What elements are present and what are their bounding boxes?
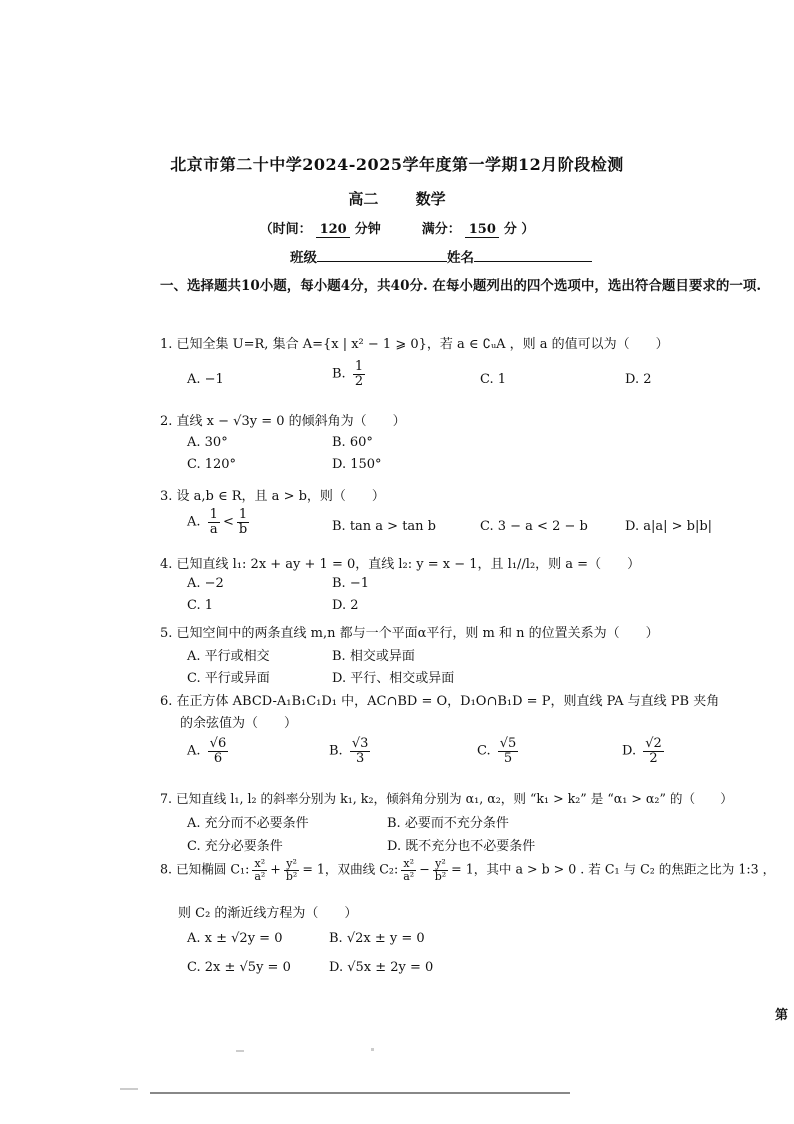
question-6-stem-cont: 的余弦值为（ ） <box>180 716 298 731</box>
q3-a-n1: 1 <box>209 507 218 522</box>
q6-a-num: √6 <box>209 736 227 751</box>
q8-stem-a: 8. 已知椭圆 C₁: <box>160 861 250 877</box>
q6-d-frac <box>643 737 664 765</box>
question-4-stem: 4. 已知直线 l₁: 2x + ay + 1 = 0，直线 l₂: y = x − 1，且 l₁//l₂，则 a =（ ） <box>160 557 641 572</box>
q3-a-label: A. <box>187 514 201 530</box>
q6-option-b <box>329 737 373 765</box>
class-label: 班级 <box>290 250 317 266</box>
exam-subtitle <box>0 188 794 209</box>
q1-option-b-label: B. <box>332 366 346 382</box>
q5-option-d: D. 平行、相交或异面 <box>332 671 455 686</box>
q8-option-b: B. √2x ± y = 0 <box>329 931 425 946</box>
q7-option-b: B. 必要而不充分条件 <box>387 816 509 831</box>
q6-b-num: √3 <box>351 736 369 751</box>
question-8-stem <box>160 858 775 882</box>
q8-option-d: D. √5x ± 2y = 0 <box>329 960 434 975</box>
q1-b-den: 2 <box>354 373 364 389</box>
q3-option-b: B. tan a > tan b <box>332 519 437 534</box>
q3-a-frac2 <box>237 508 249 536</box>
q6-d-num: √2 <box>645 736 662 751</box>
q6-c-label: C. <box>477 743 491 759</box>
q3-option-c: C. 3 − a < 2 − b <box>480 519 588 534</box>
question-1-stem: 1. 已知全集 U=R, 集合 A={x | x² − 1 ⩾ 0}，若 a ∈ ∁ᵤA ，则 a 的值可以为（ ） <box>160 337 669 352</box>
question-5-stem: 5. 已知空间中的两条直线 m,n 都与一个平面α平行，则 m 和 n 的位置关系为（ ） <box>160 626 659 641</box>
q8-e1-tail: = 1，双曲线 C₂: <box>302 861 399 877</box>
time-unit: 分钟 <box>354 222 381 237</box>
q6-b-label: B. <box>329 743 343 759</box>
q1-option-b <box>332 360 368 388</box>
q6-b-frac <box>350 737 371 765</box>
class-blank[interactable] <box>317 248 447 262</box>
scan-speck <box>120 1088 138 1090</box>
q6-a-den: 6 <box>213 750 223 766</box>
exam-title: 北京市第二十中学2024-2025学年度第一学期12月阶段检测 <box>170 155 624 174</box>
q8-e1-n1: x² <box>252 858 267 871</box>
q1-option-a: A. −1 <box>187 372 224 387</box>
section-instruction: 一、选择题共10小题，每小题4分，共40分. 在每小题列出的四个选项中，选出符合题目要求的一项. <box>160 278 762 294</box>
score-unit: 分 ） <box>503 222 535 237</box>
q8-e2-d1: a² <box>403 869 415 883</box>
question-6-stem: 6. 在正方体 ABCD-A₁B₁C₁D₁ 中，AC∩BD = O，D₁O∩B₁D = P，则直线 PA 与直线 PB 夹角 <box>160 694 720 709</box>
q6-c-num: √5 <box>499 736 517 751</box>
q8-e2-frac1 <box>401 858 416 882</box>
subject-label: 数学 <box>415 190 446 208</box>
q3-option-d: D. a|a| > b|b| <box>625 519 713 534</box>
q6-option-a <box>187 737 231 765</box>
q7-option-a: A. 充分而不必要条件 <box>187 816 309 831</box>
q3-a-n2: 1 <box>237 508 249 523</box>
q6-d-den: 2 <box>649 750 658 766</box>
q8-e1-frac2 <box>284 858 299 882</box>
time-value: 120 <box>316 222 350 238</box>
q8-e1-d1: a² <box>254 869 266 883</box>
q8-e2-n1: x² <box>401 858 416 871</box>
question-3-stem: 3. 设 a,b ∈ R，且 a > b，则（ ） <box>160 489 385 504</box>
q8-e2-frac2 <box>433 858 448 882</box>
q8-option-c: C. 2x ± √5y = 0 <box>187 960 291 975</box>
q6-c-den: 5 <box>503 750 513 766</box>
page-number-mark: 第 <box>774 1008 788 1023</box>
score-label: 满分： <box>421 222 461 237</box>
q4-option-b: B. −1 <box>332 576 369 591</box>
q8-e2-n2: y² <box>433 858 448 871</box>
question-2-stem: 2. 直线 x − √3y = 0 的倾斜角为（ ） <box>160 414 406 429</box>
scan-edge-line <box>150 1092 570 1094</box>
q8-e1-n2: y² <box>284 858 299 871</box>
name-label: 姓名 <box>447 250 474 266</box>
scan-speck <box>236 1050 244 1052</box>
q3-a-d2: b <box>238 521 248 537</box>
q1-option-d: D. 2 <box>625 372 652 387</box>
q4-option-a: A. −2 <box>187 576 224 591</box>
q4-option-c: C. 1 <box>187 598 214 613</box>
q7-option-d: D. 既不充分也不必要条件 <box>387 839 536 854</box>
q4-option-d: D. 2 <box>332 598 359 613</box>
q8-e1-frac1 <box>252 858 267 882</box>
exam-meta <box>0 218 794 238</box>
q2-option-b: B. 60° <box>332 435 373 450</box>
q8-e1-d2: b² <box>285 869 298 883</box>
q3-option-a <box>187 508 252 536</box>
q3-a-d1: a <box>209 521 218 537</box>
question-8-stem-cont: 则 C₂ 的渐近线方程为（ ） <box>178 906 358 921</box>
q8-option-a: A. x ± √2y = 0 <box>187 931 283 946</box>
name-blank[interactable] <box>474 248 592 262</box>
scan-speck <box>371 1048 374 1051</box>
q1-option-b-fraction <box>353 360 365 388</box>
q2-option-d: D. 150° <box>332 457 382 472</box>
q8-e2-d2: b² <box>434 869 447 883</box>
q8-e2-tail: = 1，其中 a > b > 0 . 若 C₁ 与 C₂ 的焦距之比为 1:3 ， <box>451 861 776 877</box>
score-value: 150 <box>465 222 499 238</box>
q2-option-a: A. 30° <box>187 435 228 450</box>
q3-a-lt: < <box>222 514 234 530</box>
q3-a-frac1 <box>208 508 220 536</box>
q5-option-c: C. 平行或异面 <box>187 671 270 686</box>
q5-option-b: B. 相交或异面 <box>332 649 415 664</box>
q6-a-label: A. <box>187 743 201 759</box>
q6-d-label: D. <box>622 743 637 759</box>
q6-a-frac <box>208 737 229 765</box>
q1-b-num: 1 <box>354 359 364 374</box>
q8-e2-minus: − <box>419 861 430 877</box>
question-7-stem: 7. 已知直线 l₁, l₂ 的斜率分别为 k₁, k₂，倾斜角分别为 α₁, α₂，则 “k₁ > k₂” 是 “α₁ > α₂” 的（ ） <box>160 791 733 806</box>
q2-option-c: C. 120° <box>187 457 237 472</box>
q6-b-den: 3 <box>355 750 365 766</box>
grade-label: 高二 <box>348 190 379 208</box>
q6-c-frac <box>498 737 519 765</box>
time-label: （时间： <box>259 222 312 237</box>
q6-option-d <box>622 737 667 765</box>
q6-option-c <box>477 737 521 765</box>
q1-option-c: C. 1 <box>480 372 507 387</box>
q8-e1-plus: + <box>270 861 281 877</box>
student-info <box>290 246 592 266</box>
q5-option-a: A. 平行或相交 <box>187 649 270 664</box>
q7-option-c: C. 充分必要条件 <box>187 839 283 854</box>
